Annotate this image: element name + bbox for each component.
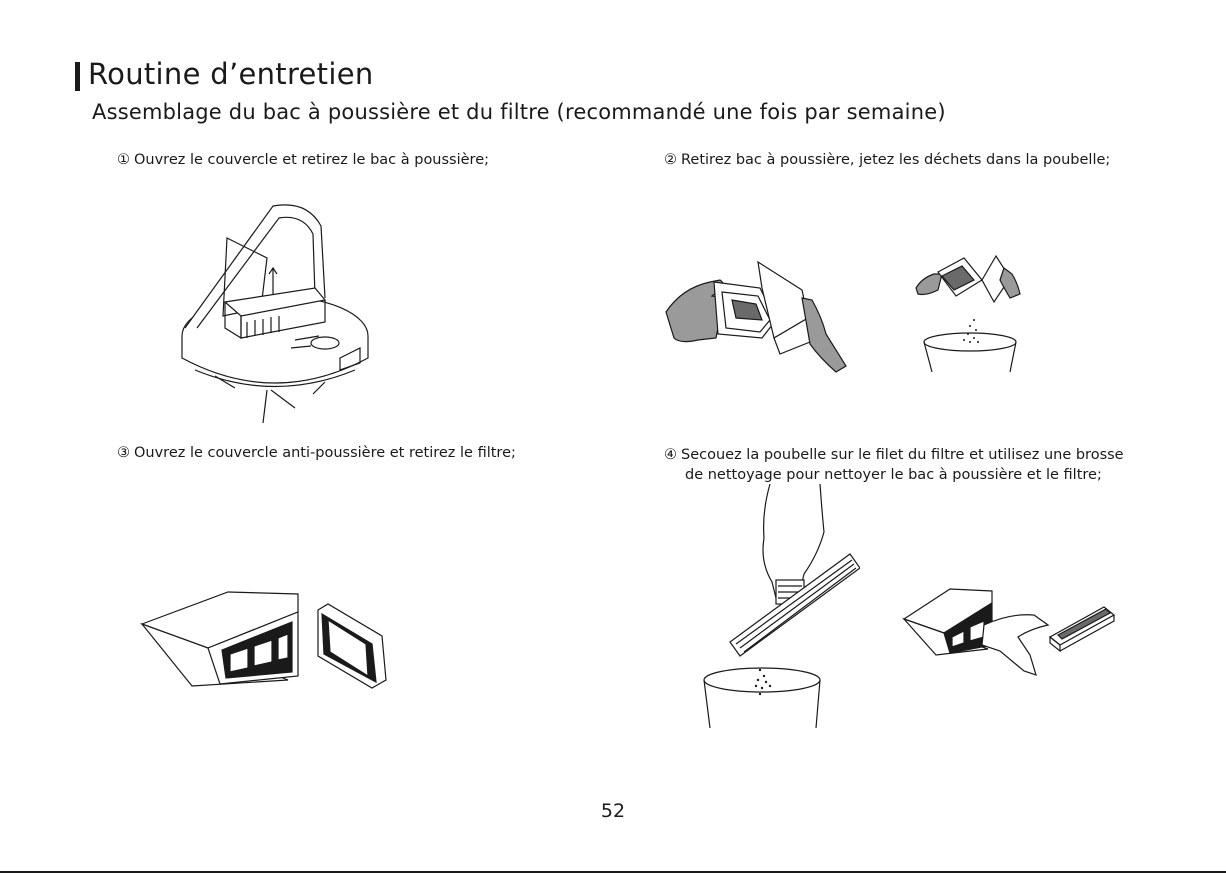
brushing-bin-illustration xyxy=(900,585,1120,685)
step-4-text-continued: de nettoyage pour nettoyer le bac à poussière et le filtre; xyxy=(685,467,1102,483)
bottom-divider xyxy=(0,871,1226,873)
step-1-number: ① xyxy=(117,152,130,168)
step-3 xyxy=(117,443,516,463)
robot-open-lid-illustration xyxy=(175,198,375,428)
step-2-text: Retirez bac à poussière, jetez les déchets dans la poubelle; xyxy=(681,152,1111,168)
brushing-filter-illustration xyxy=(700,482,860,732)
bin-filter-removed-illustration xyxy=(138,588,398,693)
title-accent-bar xyxy=(75,62,80,91)
step-2 xyxy=(664,150,1110,170)
emptying-bin-trash-illustration xyxy=(912,250,1032,378)
page-title: Routine d’entretien xyxy=(88,57,374,91)
step-4 xyxy=(664,445,1154,485)
step-1-text: Ouvrez le couvercle et retirez le bac à poussière; xyxy=(134,152,490,168)
step-1 xyxy=(117,150,489,170)
step-3-text: Ouvrez le couvercle anti-poussière et retirez le filtre; xyxy=(134,445,516,461)
step-2-number: ② xyxy=(664,152,677,168)
step-4-number: ④ xyxy=(664,447,677,463)
step-4-text: Secouez la poubelle sur le filet du filtre et utilisez une brosse xyxy=(681,447,1124,463)
hands-opening-bin-illustration xyxy=(662,258,852,378)
step-3-number: ③ xyxy=(117,445,130,461)
page-subtitle: Assemblage du bac à poussière et du filtre (recommandé une fois par semaine) xyxy=(92,100,946,124)
page-number: 52 xyxy=(600,800,626,822)
